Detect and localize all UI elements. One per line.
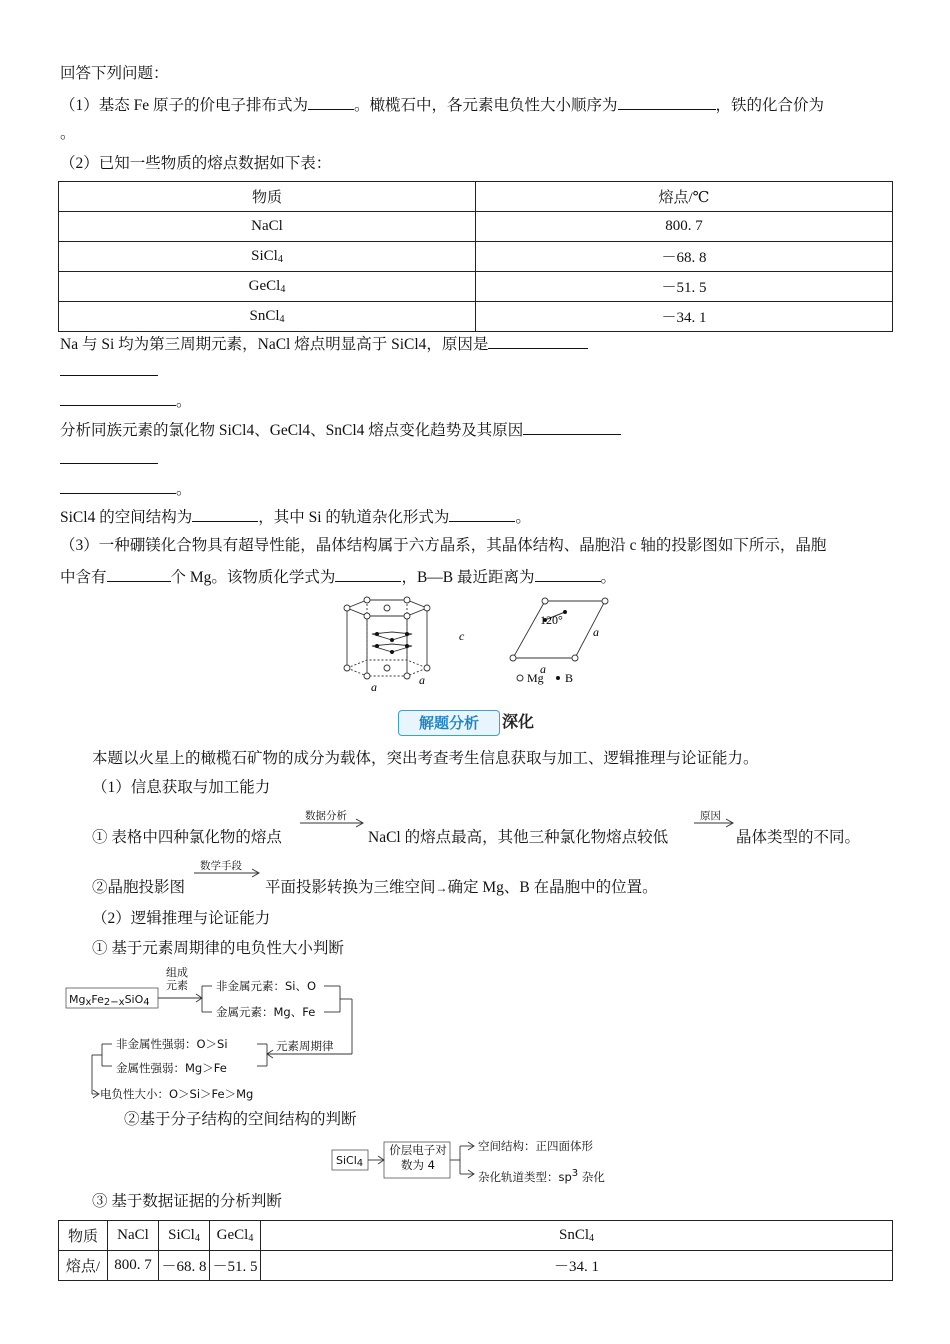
s1-item2-b: 平面投影转换为三维空间 [265, 879, 436, 896]
arrow-right-icon [192, 868, 264, 878]
q1-text3: ，铁的化合价为 [715, 97, 825, 114]
s1-item1 [92, 828, 282, 848]
question-intro: 回答下列问题： [60, 65, 169, 82]
q2-reason2: 分析同族元素的氯化物 SiCl4、GeCl4、SnCl4 熔点变化趋势及其原因 [60, 422, 524, 439]
table-row [59, 242, 893, 272]
table-cell: SnCl$_4$ [59, 302, 476, 332]
section1-title: （1）信息获取与加工能力 [92, 779, 271, 796]
d1-nonmetal: 非金属元素：Si、O [216, 979, 317, 993]
label-a4: a [540, 662, 546, 676]
table-cell: 熔点/ [59, 1251, 108, 1281]
table-row [59, 302, 893, 332]
q2-blank-6[interactable] [60, 478, 176, 494]
table-cell: 物质 [59, 1221, 108, 1251]
table-row [59, 272, 893, 302]
d1-formula: $Mg_xFe_{2-x}SiO_4$ [69, 993, 150, 1008]
arrow-right-icon [692, 818, 737, 828]
table-header-row [59, 182, 893, 212]
d1-metal-strength: 金属性强弱：Mg＞Fe [116, 1061, 227, 1075]
q2-structure-line [60, 506, 531, 528]
d1-metal: 金属元素：Mg、Fe [216, 1005, 316, 1019]
table-header-cell: 熔点/℃ [476, 182, 893, 212]
arrow2-label: 原因 [700, 810, 721, 822]
q2-blank-4[interactable] [523, 419, 621, 435]
d1-arrow-label: 组成元素 [166, 966, 188, 992]
s2-item2: ②基于分子结构的空间结构的判断 [124, 1111, 357, 1128]
q3-label: （3） [60, 537, 99, 554]
legend-b: B [565, 671, 574, 685]
summary-table [58, 1220, 893, 1281]
s2-item3: ③ 基于数据证据的分析判断 [92, 1193, 282, 1210]
badge-left: 解题分析 [398, 710, 500, 736]
table-cell: 800. 7 [476, 212, 893, 242]
q2-blank-3[interactable] [60, 390, 176, 406]
q3-text2c: ，B—B 最近距离为 [401, 569, 535, 586]
s1-item1-a: ① 表格中四种氯化物的熔点 [92, 829, 282, 846]
legend-b-icon [556, 676, 560, 680]
q1-label: （1） [60, 97, 99, 114]
small-arrow-icon: → [435, 881, 448, 895]
q3-blank-1[interactable] [107, 566, 171, 582]
d2-out1: 空间结构：正四面体形 [478, 1139, 593, 1153]
s1-item1-c: 晶体类型的不同。 [736, 829, 861, 846]
period: 。 [176, 393, 192, 410]
table-cell: NaCl [108, 1221, 159, 1251]
table-row [59, 212, 893, 242]
q2-label: （2） [60, 155, 99, 172]
crystal-structure-figure [335, 596, 625, 696]
table-cell: －51. 5 [210, 1251, 261, 1281]
legend-mg-icon [517, 675, 523, 681]
arrow3-label: 数学手段 [200, 860, 242, 872]
s1-item1-b: NaCl 的熔点最高，其他三种氯化物熔点较低 [368, 829, 669, 846]
q2-blank-2[interactable] [60, 360, 158, 376]
table-cell: －68. 8 [159, 1251, 210, 1281]
q2-blank-7[interactable] [192, 506, 258, 522]
section2-title: （2）逻辑推理与论证能力 [92, 910, 271, 927]
table-cell: －51. 5 [476, 272, 893, 302]
q3-text2b: 个 Mg。该物质化学式为 [170, 569, 336, 586]
label-c: c [459, 629, 465, 643]
q3-line2 [60, 566, 616, 588]
q2-blank-5[interactable] [60, 448, 158, 464]
q3-end: 。 [600, 569, 617, 586]
angle-120: 120° [540, 613, 563, 627]
q3-text2a: 中含有 [60, 569, 107, 586]
hexagonal-cell-3d [344, 597, 430, 679]
d2-formula: SiCl$_4$ [336, 1154, 364, 1169]
table-cell: GeCl$_4$ [59, 272, 476, 302]
label-a1: a [371, 680, 377, 694]
table-cell: NaCl [59, 212, 476, 242]
label-a3: a [593, 625, 599, 639]
d2-out2-line: 杂化轨道类型：$sp^3$ 杂化 [478, 1168, 605, 1184]
analysis-intro: 本题以火星上的橄榄石矿物的成分为载体，突出考查考生信息获取与加工、逻辑推理与论证能力。 [92, 750, 759, 767]
q3-blank-3[interactable] [535, 566, 601, 582]
q2-reason1-line [60, 333, 588, 355]
q1-text2: 。橄榄石中，各元素电负性大小顺序为 [354, 97, 618, 114]
question-3 [60, 536, 826, 556]
legend-mg: Mg [527, 671, 544, 685]
d2-box: 价层电子对数为 4 [389, 1143, 447, 1172]
q1-end: 。 [60, 125, 76, 142]
d1-period-law: 元素周期律 [276, 1039, 334, 1053]
analysis-badge [398, 710, 548, 736]
q3-text1: 一种硼镁化合物具有超导性能，晶体结构属于六方晶系，其晶体结构、晶胞沿 c 轴的投影图如下所示，晶胞 [98, 537, 827, 554]
q2-structure: SiCl4 的空间结构为 [60, 509, 193, 526]
table-cell: －34. 1 [476, 302, 893, 332]
d1-result: 电负性大小：O＞Si＞Fe＞Mg [100, 1087, 254, 1101]
table-row [59, 1221, 893, 1251]
period: 。 [515, 509, 531, 526]
q2-blank-1[interactable] [488, 333, 588, 349]
question-1 [60, 94, 824, 116]
table-cell: SnCl$_4$ [261, 1221, 893, 1251]
s1-item2-b-line [265, 878, 658, 898]
s2-item1: ① 基于元素周期律的电负性大小判断 [92, 940, 344, 957]
table-cell: －34. 1 [261, 1251, 893, 1281]
period: 。 [176, 481, 192, 498]
label-a2: a [419, 673, 425, 687]
table-cell: 800. 7 [108, 1251, 159, 1281]
s1-item2-a: ②晶胞投影图 [92, 879, 186, 896]
table-cell: SiCl$_4$ [159, 1221, 210, 1251]
q2-structure-mid: ，其中 Si 的轨道杂化形式为 [258, 509, 450, 526]
arrow1-label: 数据分析 [305, 810, 347, 822]
q3-blank-2[interactable] [335, 566, 401, 582]
q2-blank-8[interactable] [449, 506, 515, 522]
arrow-right-icon [298, 818, 368, 828]
melting-point-table [58, 181, 893, 332]
table-cell: SiCl$_4$ [59, 242, 476, 272]
d1-nonmetal-strength: 非金属性强弱：O＞Si [116, 1037, 228, 1051]
q1-blank-1[interactable] [308, 94, 354, 110]
badge-right: 深化 [502, 712, 535, 731]
q1-text1: 基态 Fe 原子的价电子排布式为 [98, 97, 309, 114]
q2-intro: 已知一些物质的熔点数据如下表： [98, 155, 332, 172]
q2-reason2-line [60, 419, 621, 441]
table-cell: －68. 8 [476, 242, 893, 272]
table-cell: GeCl$_4$ [210, 1221, 261, 1251]
q2-reason1: Na 与 Si 均为第三周期元素，NaCl 熔点明显高于 SiCl4，原因是 [60, 336, 489, 353]
question-2 [60, 154, 331, 174]
s1-item2-c: 确定 Mg、B 在晶胞中的位置。 [447, 879, 658, 896]
q1-blank-2[interactable] [618, 94, 716, 110]
table-header-cell: 物质 [59, 182, 476, 212]
table-row [59, 1251, 893, 1281]
